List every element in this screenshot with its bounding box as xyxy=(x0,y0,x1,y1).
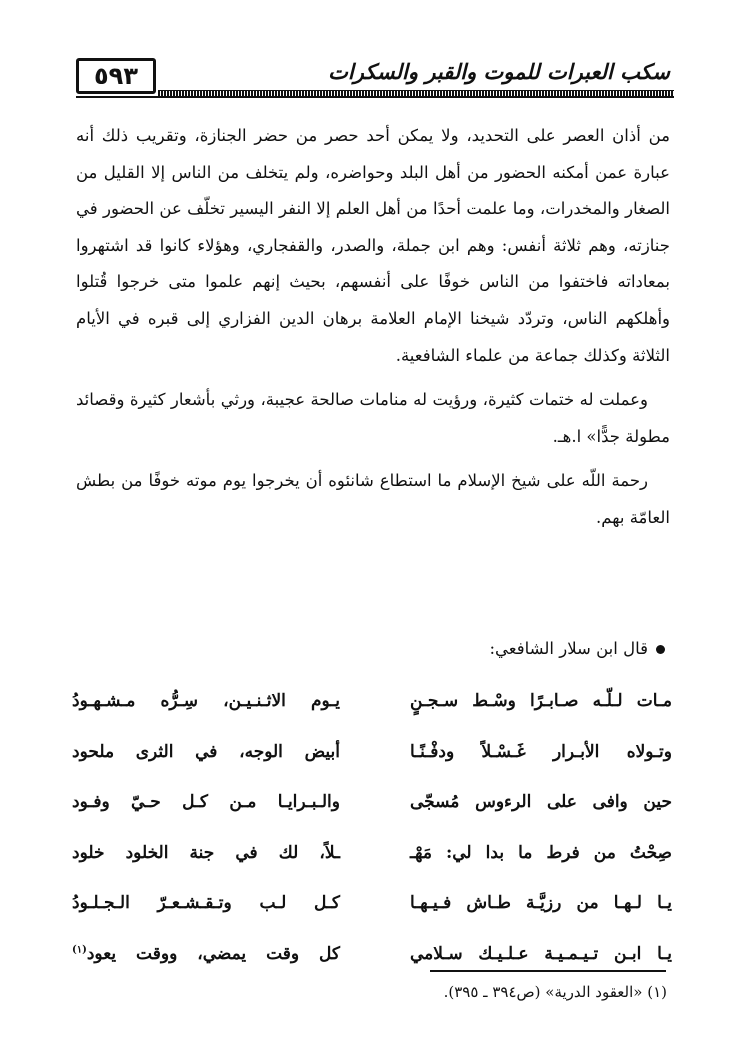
paragraph-2: وعملت له ختمات كثيرة، ورؤيت له منامات صالحة عجيبة، ورثي بأشعار كثيرة وقصائد مطولة جدًّا» ا.هـ. xyxy=(76,390,670,446)
poem-verse xyxy=(72,676,672,727)
paragraph-1: من أذان العصر على التحديد، ولا يمكن أحد حصر من حضر الجنازة، وتقريب ذلك أنه عبارة عمن أمكنه الحضور من أهل البلد وحواضره، ولم يتخلف من الناس إلا القليل من الصغار والمخدرات، وما علمت أحدًا من أهل العلم إلا النفر اليسير تخلّف عن الحضور في جنازته، وهم ثلاثة أنفس: وهم ابن جملة، والصدر، والقفجاري، وهؤلاء كانوا قد اشتهروا بمعاداته فاختفوا من الناس خوفًا على أنفسهم، بحيث إنهم علموا متى خرجوا قُتلوا وأهلكهم الناس، وتردّد شيخنا الإمام العلامة برهان الدين الفزاري إلى قبره في الأيام الثلاثة وكذلك جماعة من علماء الشافعية. xyxy=(76,126,670,365)
running-title: سكب العبرات للموت والقبر والسكرات xyxy=(328,60,670,84)
footnote-separator xyxy=(430,970,666,972)
page-number: ٥٩٣ xyxy=(76,58,156,94)
poem-verse xyxy=(72,828,672,879)
poem-verse xyxy=(72,878,672,929)
verse-first-hemistich: حين وافى على الرءوس مُسجّى xyxy=(410,792,672,812)
verse-second-hemistich: كـل لـب وتـقـشـعـرّ الـجـلـودُ xyxy=(72,893,340,913)
verse-second-hemistich: أبيض الوجه، في الثرى ملحود xyxy=(72,741,340,762)
verse-first-hemistich: يـا ابـن تـيـمـيـة عـلـيـك سـلامي xyxy=(410,943,672,964)
verse-second-hemistich: ـلاً، لك في جنة الخلود خلود xyxy=(72,842,340,863)
verse-first-hemistich: مـات لـلّـه صـابـرًا وسْـط سـجـنٍ xyxy=(410,691,672,711)
verse-first-hemistich: وتـولاه الأبـرار غَـسْـلاً ودفْـنًـا xyxy=(410,741,672,762)
poem-verse xyxy=(72,727,672,778)
poem-verse xyxy=(72,777,672,828)
verse-first-hemistich: يـا لـهـا من رزيَّـة طـاش فـيـهـا xyxy=(410,893,672,913)
poem xyxy=(72,676,672,979)
verse-second-hemistich: يـوم الاثـنـيـن، سِـرُّه مـشـهـودُ xyxy=(72,691,340,711)
verse-first-hemistich: صِحْتُ من فرط ما بدا لي: مَهْـ xyxy=(410,842,672,863)
body-text xyxy=(76,118,670,537)
header-underline xyxy=(76,96,674,98)
footnote: (١) «العقود الدرية» (ص٣٩٤ ـ ٣٩٥). xyxy=(443,983,667,1001)
page-header xyxy=(76,56,674,104)
paragraph-3: رحمة اللّه على شيخ الإسلام ما استطاع شانئوه أن يخرجوا يوم موته خوفًا من بطش العامّة بهم. xyxy=(76,471,670,527)
poem-intro xyxy=(489,634,665,664)
poem-intro-text: قال ابن سلار الشافعي: xyxy=(489,639,648,658)
footnote-marker: (١) xyxy=(72,943,87,955)
verse-second-hemistich: والـبـرايـا مـن كـل حـيّ وفـود xyxy=(72,792,340,812)
bullet-icon xyxy=(656,645,665,654)
verse-second-hemistich xyxy=(72,929,340,979)
verse-second-hemistich-text: كل وقت يمضي، ووقت يعود xyxy=(86,943,340,964)
